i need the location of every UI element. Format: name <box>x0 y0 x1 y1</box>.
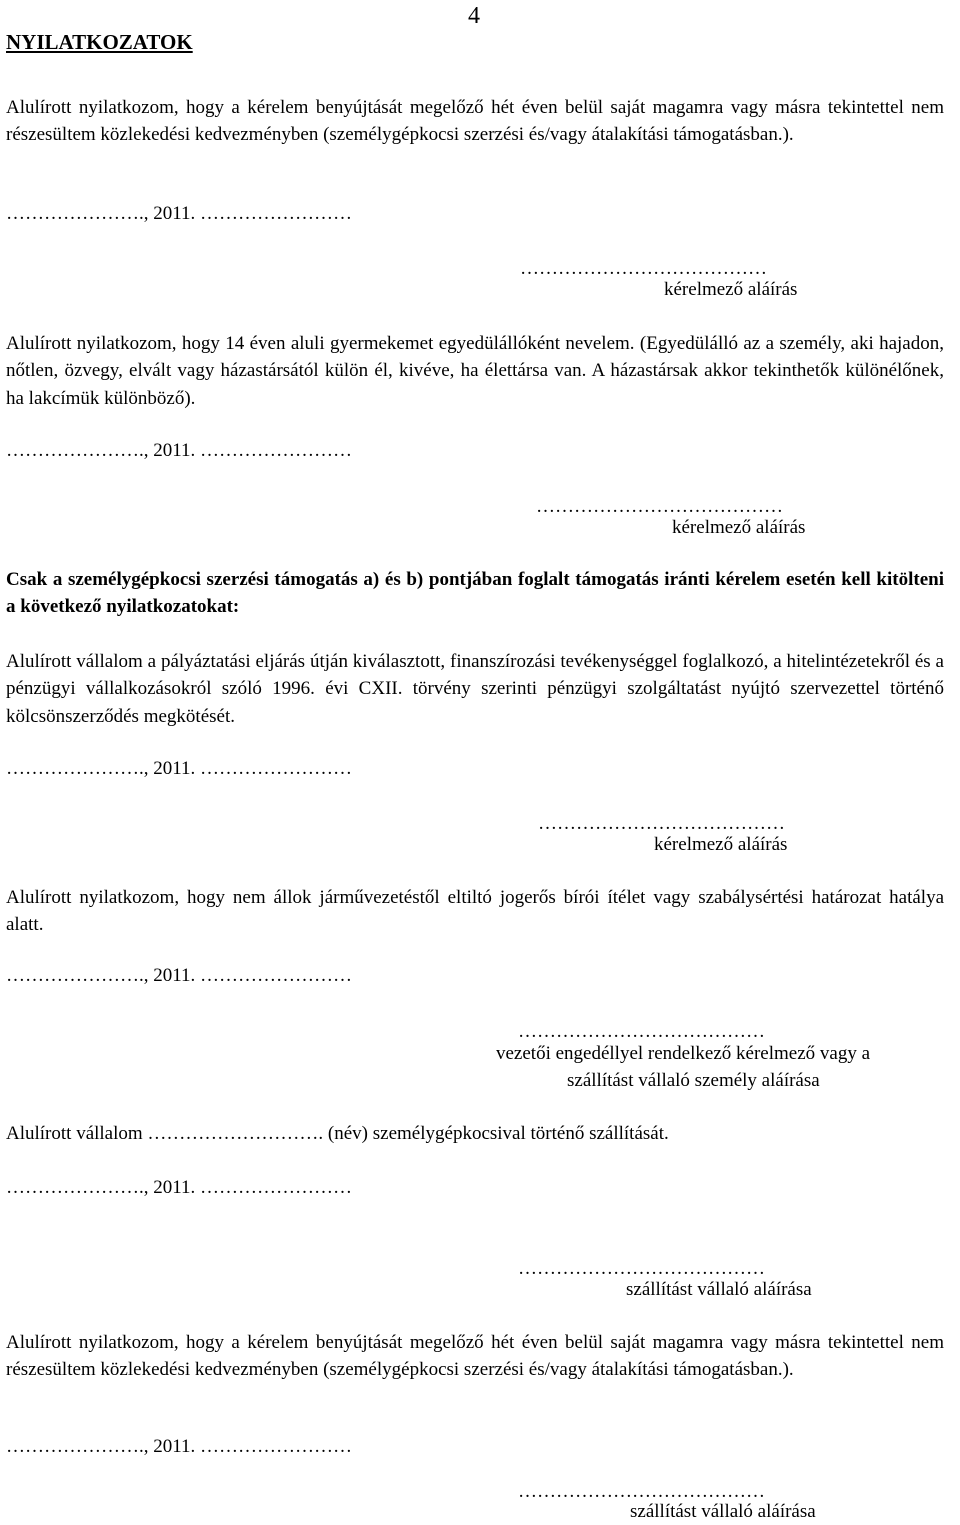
statement-loan-contract: Alulírott vállalom a pályáztatási eljárás útján kiválasztott, finanszírozási tevékenységgel foglalkozó, a hitelintézetekről és a pénzügyi vállalkozásokról szóló 1996. évi CXII. törvény szerinti pénzügyi szolgáltatást nyújtó szervezettel történő kölcsönszerződés megkötését. <box>6 651 944 727</box>
date-line: …………………., 2011. …………………… <box>6 965 353 986</box>
signature-dots: ………………………………… <box>520 258 767 279</box>
date-line: …………………., 2011. …………………… <box>6 203 353 224</box>
signature-label: szállítást vállaló aláírása <box>626 1279 812 1300</box>
statement-transport-commitment: Alulírott vállalom ………………………. (név) személygépkocsival történő szállítását. <box>6 1123 669 1144</box>
date-line: …………………., 2011. …………………… <box>6 1436 353 1457</box>
signature-dots: ………………………………… <box>536 496 783 517</box>
date-line: …………………., 2011. …………………… <box>6 758 353 779</box>
signature-dots: ………………………………… <box>518 1481 765 1502</box>
signature-label-line2: szállítást vállaló személy aláírása <box>567 1070 820 1091</box>
signature-label: kérelmező aláírás <box>654 834 788 855</box>
date-line: …………………., 2011. …………………… <box>6 440 353 461</box>
signature-label: kérelmező aláírás <box>672 517 806 538</box>
document-title: NYILATKOZATOK <box>6 30 193 54</box>
statement-driving-ban: Alulírott nyilatkozom, hogy nem állok járművezetéstől eltiltó jogerős bírói ítélet vagy szabálysértési határozat hatálya alatt. <box>6 887 944 936</box>
signature-label: szállítást vállaló aláírása <box>630 1501 816 1522</box>
signature-label: kérelmező aláírás <box>664 279 798 300</box>
signature-label-line1: vezetői engedéllyel rendelkező kérelmező vagy a <box>496 1043 870 1064</box>
signature-dots: ………………………………… <box>518 1021 765 1042</box>
signature-dots: ………………………………… <box>538 813 785 834</box>
page-number: 4 <box>468 3 480 29</box>
statement-travel-benefit-repeat: Alulírott nyilatkozom, hogy a kérelem benyújtását megelőző hét éven belül saját magamra vagy másra tekintettel nem részesültem közlekedési kedvezményben (személygépkocsi szerzési és/vagy átalakítási támogatásban.). <box>6 1332 944 1381</box>
date-line: …………………., 2011. …………………… <box>6 1177 353 1198</box>
statement-travel-benefit: Alulírott nyilatkozom, hogy a kérelem benyújtását megelőző hét éven belül saját magamra vagy másra tekintettel nem részesültem közlekedési kedvezményben (személygépkocsi szerzési és/vagy átalakítási támogatásban.). <box>6 97 944 146</box>
signature-dots: ………………………………… <box>518 1258 765 1279</box>
conditional-intro: Csak a személygépkocsi szerzési támogatás a) és b) pontjában foglalt támogatás iránti kérelem esetén kell kitölteni a következő nyilatkozatokat: <box>6 569 944 618</box>
statement-single-parent: Alulírott nyilatkozom, hogy 14 éven aluli gyermekemet egyedülállóként nevelem. (Egyedülálló az a személy, aki hajadon, nőtlen, özvegy, elvált vagy házastársától külön él, kivéve, ha élettársa van. A házastársak akkor tekinthetők különélőnek, ha lakcímük különböző). <box>6 333 944 409</box>
